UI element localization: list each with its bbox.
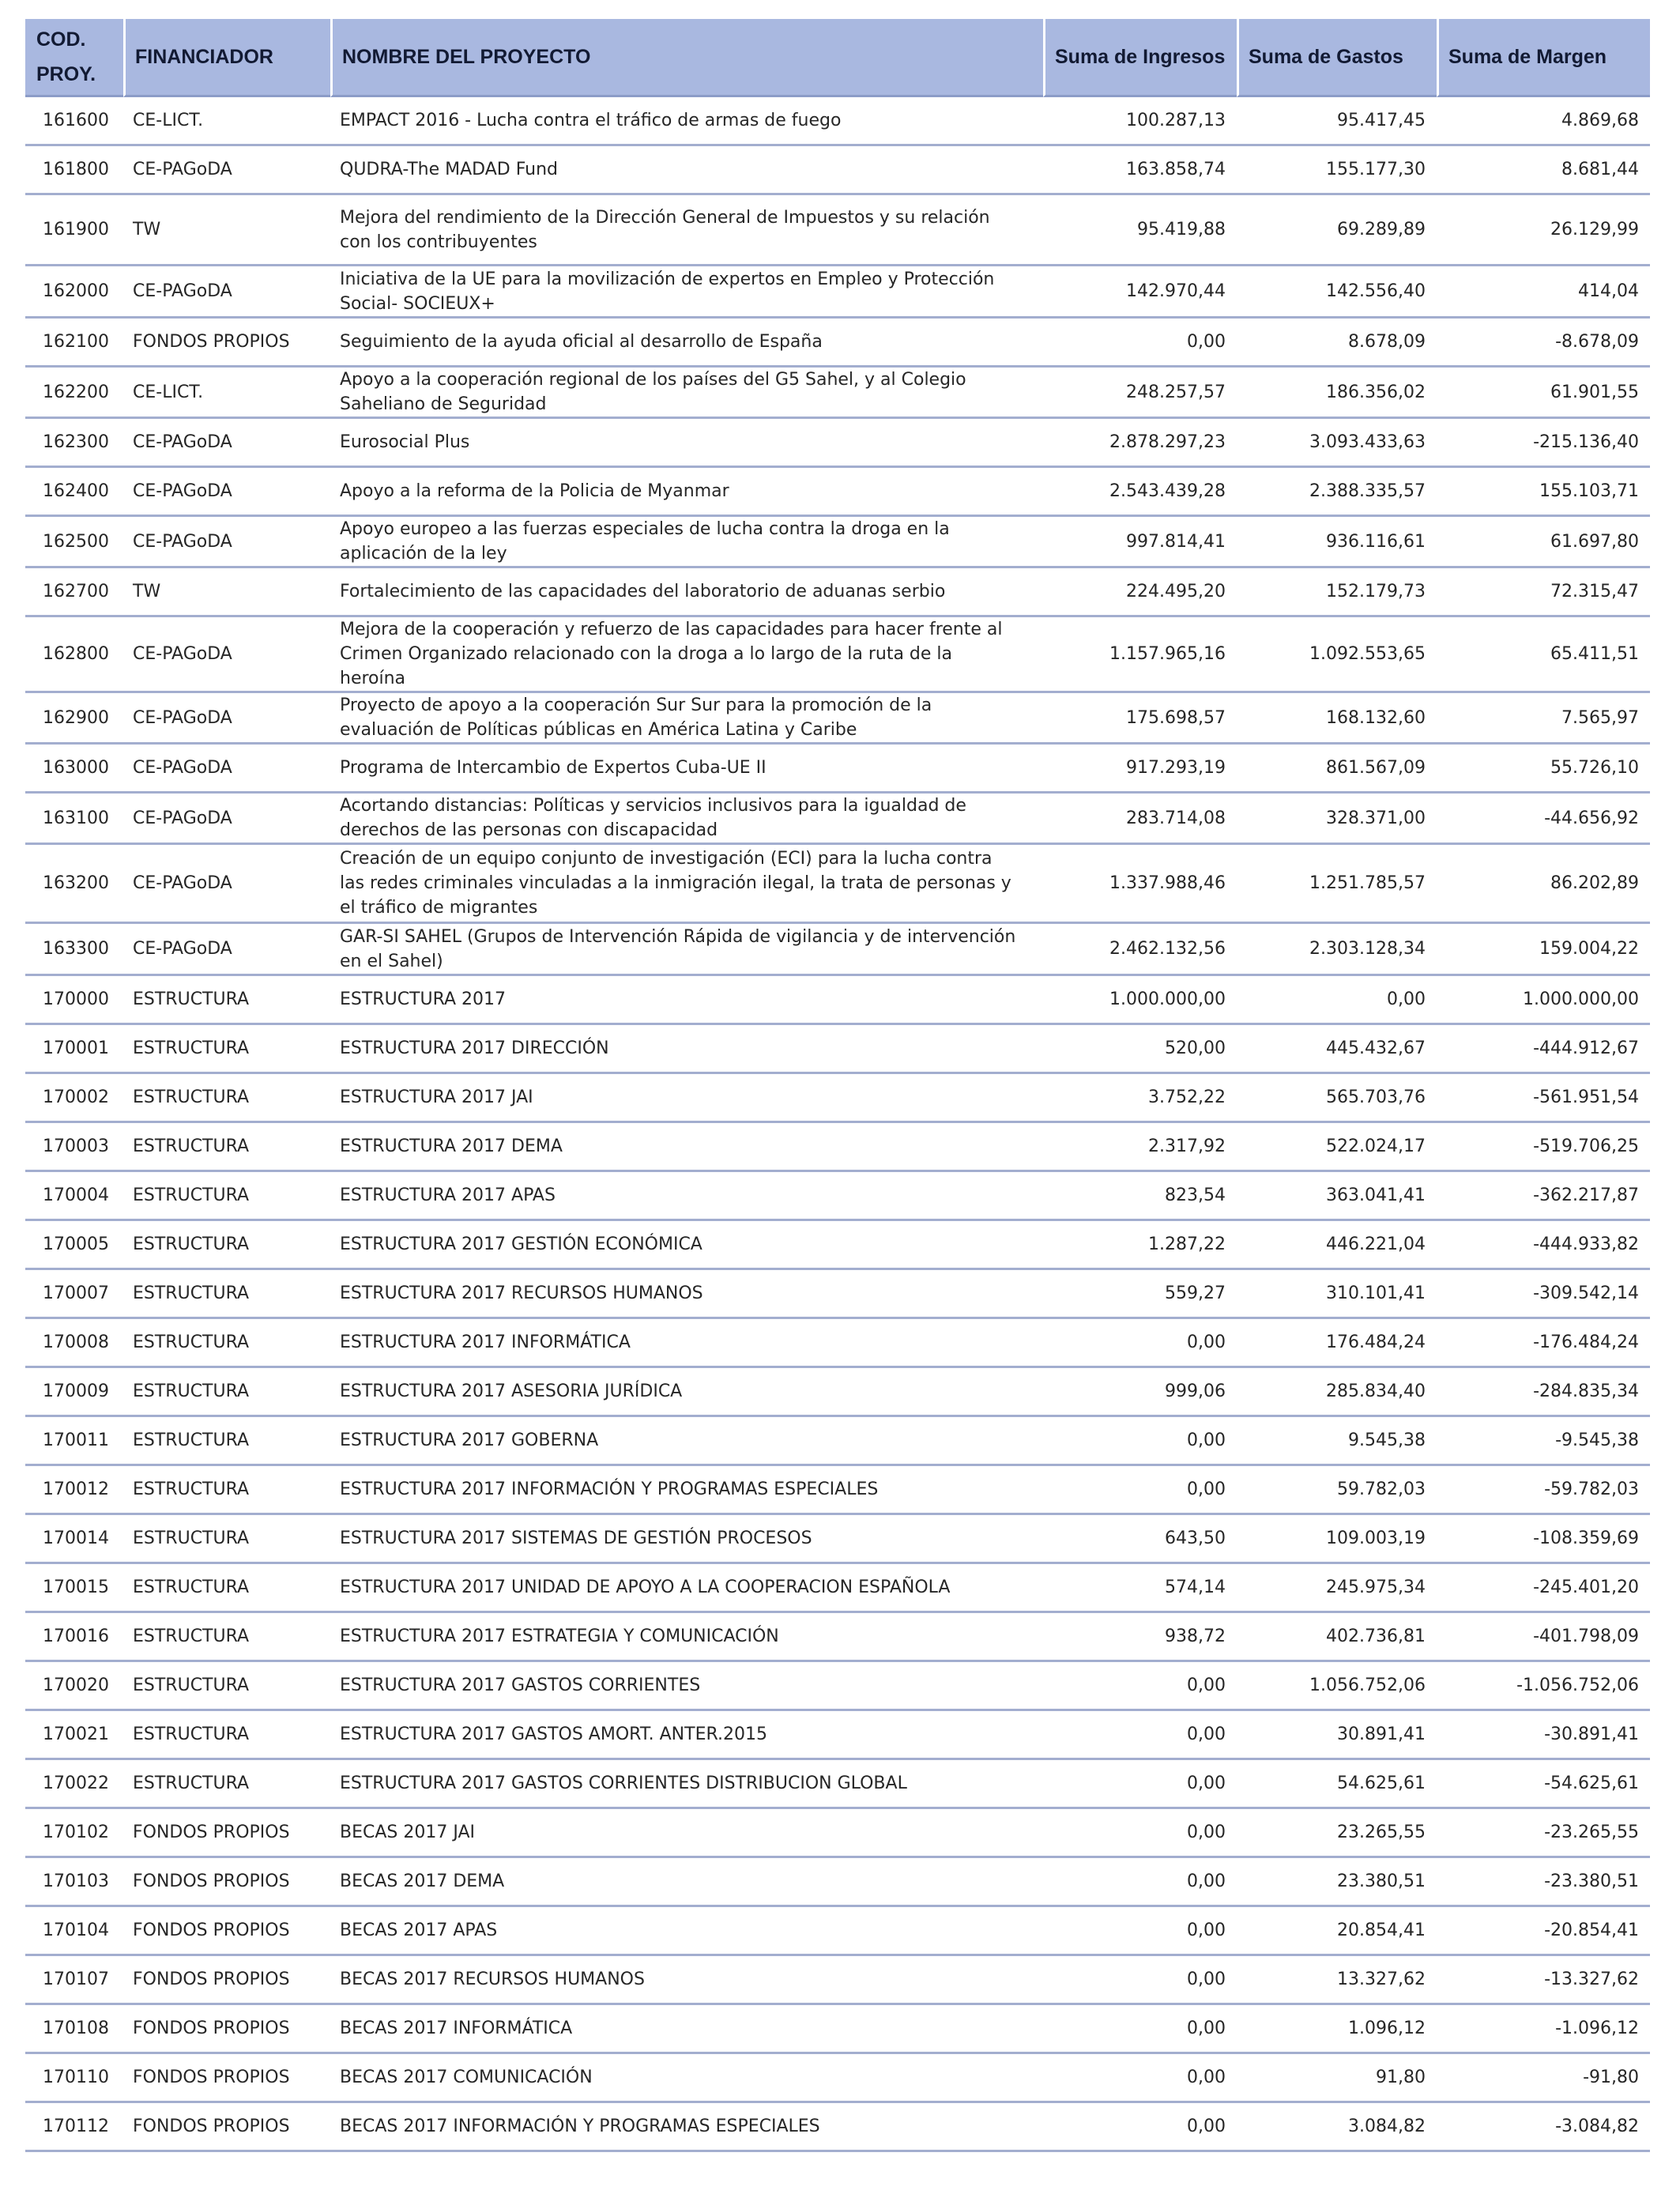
cell-margen: 65.411,51 <box>1437 617 1650 693</box>
cell-margen: -59.782,03 <box>1437 1466 1650 1515</box>
table-row <box>25 845 1650 924</box>
cell-financiador: CE-PAGoDA <box>123 517 330 568</box>
cell-nombre: EMPACT 2016 - Lucha contra el tráfico de armas de fuego <box>330 97 1043 146</box>
cell-margen: -444.912,67 <box>1437 1025 1650 1074</box>
cell-code: 170009 <box>25 1368 123 1417</box>
cell-margen: -176.484,24 <box>1437 1319 1650 1368</box>
table-row <box>25 924 1650 976</box>
cell-gastos: 363.041,41 <box>1237 1172 1437 1221</box>
cell-margen: 72.315,47 <box>1437 568 1650 617</box>
cell-code: 170103 <box>25 1858 123 1907</box>
cell-nombre: ESTRUCTURA 2017 DIRECCIÓN <box>330 1025 1043 1074</box>
table-row <box>25 1515 1650 1564</box>
cell-nombre: ESTRUCTURA 2017 GASTOS AMORT. ANTER.2015 <box>330 1711 1043 1760</box>
cell-gastos: 8.678,09 <box>1237 319 1437 368</box>
cell-nombre: ESTRUCTURA 2017 APAS <box>330 1172 1043 1221</box>
cell-financiador: FONDOS PROPIOS <box>123 1907 330 1956</box>
cell-margen: -30.891,41 <box>1437 1711 1650 1760</box>
cell-financiador: CE-PAGoDA <box>123 146 330 195</box>
table-row <box>25 146 1650 195</box>
cell-margen: -20.854,41 <box>1437 1907 1650 1956</box>
cell-code: 170102 <box>25 1809 123 1858</box>
cell-nombre: BECAS 2017 APAS <box>330 1907 1043 1956</box>
cell-code: 163300 <box>25 924 123 976</box>
cell-financiador: CE-PAGoDA <box>123 794 330 845</box>
cell-gastos: 30.891,41 <box>1237 1711 1437 1760</box>
header-row <box>25 19 1650 97</box>
cell-code: 162500 <box>25 517 123 568</box>
cell-gastos: 522.024,17 <box>1237 1123 1437 1172</box>
cell-margen: -245.401,20 <box>1437 1564 1650 1613</box>
cell-financiador: ESTRUCTURA <box>123 1368 330 1417</box>
cell-ingresos: 163.858,74 <box>1043 146 1237 195</box>
cell-ingresos: 0,00 <box>1043 2005 1237 2054</box>
cell-ingresos: 142.970,44 <box>1043 266 1237 319</box>
cell-ingresos: 2.317,92 <box>1043 1123 1237 1172</box>
cell-ingresos: 0,00 <box>1043 1760 1237 1809</box>
cell-nombre: ESTRUCTURA 2017 RECURSOS HUMANOS <box>330 1270 1043 1319</box>
cell-nombre: Eurosocial Plus <box>330 419 1043 468</box>
cell-code: 161600 <box>25 97 123 146</box>
cell-gastos: 142.556,40 <box>1237 266 1437 319</box>
table-row <box>25 1760 1650 1809</box>
cell-financiador: CE-PAGoDA <box>123 693 330 745</box>
cell-code: 170008 <box>25 1319 123 1368</box>
table-row <box>25 1711 1650 1760</box>
cell-code: 170004 <box>25 1172 123 1221</box>
cell-financiador: FONDOS PROPIOS <box>123 1858 330 1907</box>
cell-financiador: FONDOS PROPIOS <box>123 2103 330 2152</box>
cell-code: 161800 <box>25 146 123 195</box>
cell-financiador: ESTRUCTURA <box>123 1564 330 1613</box>
table-row <box>25 1662 1650 1711</box>
cell-code: 170000 <box>25 976 123 1025</box>
cell-ingresos: 0,00 <box>1043 1662 1237 1711</box>
cell-nombre: Proyecto de apoyo a la cooperación Sur Sur para la promoción de la evaluación de Políticas públicas en América Latina y Caribe <box>330 693 1043 745</box>
cell-nombre: BECAS 2017 INFORMÁTICA <box>330 2005 1043 2054</box>
cell-financiador: FONDOS PROPIOS <box>123 1956 330 2005</box>
cell-margen: 414,04 <box>1437 266 1650 319</box>
cell-code: 170014 <box>25 1515 123 1564</box>
cell-gastos: 54.625,61 <box>1237 1760 1437 1809</box>
cell-gastos: 936.116,61 <box>1237 517 1437 568</box>
table-row <box>25 468 1650 517</box>
report-page <box>25 19 1650 2152</box>
cell-ingresos: 1.157.965,16 <box>1043 617 1237 693</box>
cell-ingresos: 520,00 <box>1043 1025 1237 1074</box>
cell-code: 170110 <box>25 2054 123 2103</box>
cell-code: 163100 <box>25 794 123 845</box>
cell-ingresos: 938,72 <box>1043 1613 1237 1662</box>
cell-financiador: CE-PAGoDA <box>123 745 330 794</box>
cell-ingresos: 3.752,22 <box>1043 1074 1237 1123</box>
cell-nombre: BECAS 2017 INFORMACIÓN Y PROGRAMAS ESPECIALES <box>330 2103 1043 2152</box>
cell-code: 170015 <box>25 1564 123 1613</box>
cell-ingresos: 2.462.132,56 <box>1043 924 1237 976</box>
cell-margen: -23.380,51 <box>1437 1858 1650 1907</box>
cell-ingresos: 1.000.000,00 <box>1043 976 1237 1025</box>
cell-ingresos: 175.698,57 <box>1043 693 1237 745</box>
cell-financiador: FONDOS PROPIOS <box>123 319 330 368</box>
cell-nombre: Acortando distancias: Políticas y servicios inclusivos para la igualdad de derechos de las personas con discapacidad <box>330 794 1043 845</box>
cell-nombre: ESTRUCTURA 2017 JAI <box>330 1074 1043 1123</box>
cell-financiador: ESTRUCTURA <box>123 1515 330 1564</box>
cell-financiador: CE-LICT. <box>123 368 330 419</box>
cell-financiador: FONDOS PROPIOS <box>123 2005 330 2054</box>
table-row <box>25 976 1650 1025</box>
cell-ingresos: 999,06 <box>1043 1368 1237 1417</box>
cell-gastos: 59.782,03 <box>1237 1466 1437 1515</box>
cell-gastos: 152.179,73 <box>1237 568 1437 617</box>
cell-ingresos: 0,00 <box>1043 2054 1237 2103</box>
cell-gastos: 91,80 <box>1237 2054 1437 2103</box>
cell-nombre: ESTRUCTURA 2017 DEMA <box>330 1123 1043 1172</box>
table-row <box>25 1319 1650 1368</box>
cell-nombre: Iniciativa de la UE para la movilización de expertos en Empleo y Protección Social- SOCIEUX+ <box>330 266 1043 319</box>
cell-gastos: 176.484,24 <box>1237 1319 1437 1368</box>
table-row <box>25 1907 1650 1956</box>
table-row <box>25 1172 1650 1221</box>
cell-gastos: 3.093.433,63 <box>1237 419 1437 468</box>
cell-financiador: CE-LICT. <box>123 97 330 146</box>
cell-gastos: 23.380,51 <box>1237 1858 1437 1907</box>
cell-gastos: 20.854,41 <box>1237 1907 1437 1956</box>
cell-gastos: 168.132,60 <box>1237 693 1437 745</box>
cell-gastos: 1.096,12 <box>1237 2005 1437 2054</box>
cell-nombre: BECAS 2017 JAI <box>330 1809 1043 1858</box>
cell-financiador: CE-PAGoDA <box>123 924 330 976</box>
cell-margen: -9.545,38 <box>1437 1417 1650 1466</box>
cell-code: 161900 <box>25 195 123 266</box>
cell-financiador: CE-PAGoDA <box>123 468 330 517</box>
table-row <box>25 319 1650 368</box>
cell-margen: 8.681,44 <box>1437 146 1650 195</box>
cell-nombre: BECAS 2017 DEMA <box>330 1858 1043 1907</box>
cell-ingresos: 0,00 <box>1043 1956 1237 2005</box>
cell-financiador: ESTRUCTURA <box>123 1123 330 1172</box>
cell-ingresos: 643,50 <box>1043 1515 1237 1564</box>
table-row <box>25 2103 1650 2152</box>
cell-margen: -519.706,25 <box>1437 1123 1650 1172</box>
header-nombre: NOMBRE DEL PROYECTO <box>330 19 1043 97</box>
cell-code: 170007 <box>25 1270 123 1319</box>
cell-code: 162400 <box>25 468 123 517</box>
cell-financiador: CE-PAGoDA <box>123 419 330 468</box>
cell-code: 170005 <box>25 1221 123 1270</box>
cell-financiador: ESTRUCTURA <box>123 1074 330 1123</box>
cell-ingresos: 248.257,57 <box>1043 368 1237 419</box>
cell-gastos: 445.432,67 <box>1237 1025 1437 1074</box>
cell-code: 170003 <box>25 1123 123 1172</box>
table-row <box>25 1613 1650 1662</box>
cell-ingresos: 0,00 <box>1043 1466 1237 1515</box>
cell-ingresos: 823,54 <box>1043 1172 1237 1221</box>
cell-gastos: 2.388.335,57 <box>1237 468 1437 517</box>
cell-financiador: ESTRUCTURA <box>123 1760 330 1809</box>
cell-nombre: Apoyo europeo a las fuerzas especiales de lucha contra la droga en la aplicación de la ley <box>330 517 1043 568</box>
header-gastos: Suma de Gastos <box>1237 19 1437 97</box>
cell-margen: 4.869,68 <box>1437 97 1650 146</box>
cell-ingresos: 1.287,22 <box>1043 1221 1237 1270</box>
table-row <box>25 693 1650 745</box>
table-row <box>25 1123 1650 1172</box>
table-row <box>25 1956 1650 2005</box>
cell-code: 162800 <box>25 617 123 693</box>
cell-gastos: 328.371,00 <box>1237 794 1437 845</box>
cell-margen: -108.359,69 <box>1437 1515 1650 1564</box>
cell-financiador: CE-PAGoDA <box>123 617 330 693</box>
cell-financiador: ESTRUCTURA <box>123 1662 330 1711</box>
cell-nombre: BECAS 2017 RECURSOS HUMANOS <box>330 1956 1043 2005</box>
cell-gastos: 3.084,82 <box>1237 2103 1437 2152</box>
cell-code: 163000 <box>25 745 123 794</box>
cell-nombre: Seguimiento de la ayuda oficial al desarrollo de España <box>330 319 1043 368</box>
table-row <box>25 97 1650 146</box>
cell-gastos: 95.417,45 <box>1237 97 1437 146</box>
cell-code: 162100 <box>25 319 123 368</box>
cell-code: 162300 <box>25 419 123 468</box>
cell-nombre: ESTRUCTURA 2017 ESTRATEGIA Y COMUNICACIÓN <box>330 1613 1043 1662</box>
cell-margen: -362.217,87 <box>1437 1172 1650 1221</box>
cell-gastos: 1.056.752,06 <box>1237 1662 1437 1711</box>
cell-margen: 61.901,55 <box>1437 368 1650 419</box>
cell-financiador: CE-PAGoDA <box>123 845 330 924</box>
cell-gastos: 13.327,62 <box>1237 1956 1437 2005</box>
cell-gastos: 245.975,34 <box>1237 1564 1437 1613</box>
cell-financiador: ESTRUCTURA <box>123 1417 330 1466</box>
table-row <box>25 1809 1650 1858</box>
cell-ingresos: 0,00 <box>1043 319 1237 368</box>
cell-code: 170011 <box>25 1417 123 1466</box>
cell-ingresos: 283.714,08 <box>1043 794 1237 845</box>
cell-gastos: 285.834,40 <box>1237 1368 1437 1417</box>
table-row <box>25 2005 1650 2054</box>
cell-gastos: 69.289,89 <box>1237 195 1437 266</box>
table-row <box>25 1025 1650 1074</box>
cell-code: 162700 <box>25 568 123 617</box>
header-code: COD. PROY. <box>25 19 123 97</box>
table-header <box>25 19 1650 97</box>
cell-nombre: Mejora de la cooperación y refuerzo de las capacidades para hacer frente al Crimen Organizado relacionado con la droga a lo largo de la ruta de la heroína <box>330 617 1043 693</box>
cell-code: 170104 <box>25 1907 123 1956</box>
cell-nombre: ESTRUCTURA 2017 <box>330 976 1043 1025</box>
cell-gastos: 1.092.553,65 <box>1237 617 1437 693</box>
cell-gastos: 0,00 <box>1237 976 1437 1025</box>
cell-ingresos: 0,00 <box>1043 1858 1237 1907</box>
cell-gastos: 9.545,38 <box>1237 1417 1437 1466</box>
header-ingresos: Suma de Ingresos <box>1043 19 1237 97</box>
cell-code: 170016 <box>25 1613 123 1662</box>
cell-gastos: 446.221,04 <box>1237 1221 1437 1270</box>
table-row <box>25 745 1650 794</box>
cell-code: 163200 <box>25 845 123 924</box>
cell-financiador: FONDOS PROPIOS <box>123 1809 330 1858</box>
cell-margen: -561.951,54 <box>1437 1074 1650 1123</box>
cell-nombre: ESTRUCTURA 2017 GOBERNA <box>330 1417 1043 1466</box>
cell-ingresos: 917.293,19 <box>1043 745 1237 794</box>
cell-financiador: TW <box>123 195 330 266</box>
cell-gastos: 23.265,55 <box>1237 1809 1437 1858</box>
table-row <box>25 617 1650 693</box>
table-row <box>25 1564 1650 1613</box>
cell-gastos: 109.003,19 <box>1237 1515 1437 1564</box>
cell-margen: -44.656,92 <box>1437 794 1650 845</box>
cell-nombre: Apoyo a la reforma de la Policia de Myanmar <box>330 468 1043 517</box>
cell-gastos: 2.303.128,34 <box>1237 924 1437 976</box>
cell-gastos: 310.101,41 <box>1237 1270 1437 1319</box>
cell-nombre: ESTRUCTURA 2017 GASTOS CORRIENTES <box>330 1662 1043 1711</box>
cell-margen: -215.136,40 <box>1437 419 1650 468</box>
cell-ingresos: 997.814,41 <box>1043 517 1237 568</box>
cell-code: 170022 <box>25 1760 123 1809</box>
cell-code: 170020 <box>25 1662 123 1711</box>
cell-ingresos: 559,27 <box>1043 1270 1237 1319</box>
cell-financiador: ESTRUCTURA <box>123 1172 330 1221</box>
cell-code: 170107 <box>25 1956 123 2005</box>
table-row <box>25 266 1650 319</box>
cell-ingresos: 0,00 <box>1043 2103 1237 2152</box>
cell-nombre: Apoyo a la cooperación regional de los países del G5 Sahel, y al Colegio Saheliano de Seguridad <box>330 368 1043 419</box>
cell-nombre: ESTRUCTURA 2017 INFORMACIÓN Y PROGRAMAS ESPECIALES <box>330 1466 1043 1515</box>
cell-code: 170002 <box>25 1074 123 1123</box>
cell-margen: 86.202,89 <box>1437 845 1650 924</box>
table-row <box>25 1466 1650 1515</box>
cell-gastos: 861.567,09 <box>1237 745 1437 794</box>
cell-margen: 55.726,10 <box>1437 745 1650 794</box>
cell-margen: -8.678,09 <box>1437 319 1650 368</box>
cell-gastos: 565.703,76 <box>1237 1074 1437 1123</box>
cell-margen: -444.933,82 <box>1437 1221 1650 1270</box>
cell-margen: -1.096,12 <box>1437 2005 1650 2054</box>
cell-ingresos: 224.495,20 <box>1043 568 1237 617</box>
cell-financiador: CE-PAGoDA <box>123 266 330 319</box>
cell-nombre: ESTRUCTURA 2017 GASTOS CORRIENTES DISTRIBUCION GLOBAL <box>330 1760 1043 1809</box>
cell-financiador: TW <box>123 568 330 617</box>
cell-ingresos: 95.419,88 <box>1043 195 1237 266</box>
cell-nombre: ESTRUCTURA 2017 INFORMÁTICA <box>330 1319 1043 1368</box>
table-body <box>25 97 1650 2152</box>
cell-margen: -1.056.752,06 <box>1437 1662 1650 1711</box>
table-row <box>25 195 1650 266</box>
cell-code: 162900 <box>25 693 123 745</box>
cell-financiador: ESTRUCTURA <box>123 1270 330 1319</box>
cell-margen: -3.084,82 <box>1437 2103 1650 2152</box>
cell-nombre: ESTRUCTURA 2017 SISTEMAS DE GESTIÓN PROCESOS <box>330 1515 1043 1564</box>
cell-ingresos: 0,00 <box>1043 1711 1237 1760</box>
cell-code: 170012 <box>25 1466 123 1515</box>
cell-nombre: Creación de un equipo conjunto de investigación (ECI) para la lucha contra las redes criminales vinculadas a la inmigración ilegal, la trata de personas y el tráfico de migrantes <box>330 845 1043 924</box>
table-row <box>25 1368 1650 1417</box>
cell-margen: -91,80 <box>1437 2054 1650 2103</box>
cell-ingresos: 0,00 <box>1043 1417 1237 1466</box>
cell-ingresos: 100.287,13 <box>1043 97 1237 146</box>
cell-margen: -401.798,09 <box>1437 1613 1650 1662</box>
cell-financiador: ESTRUCTURA <box>123 976 330 1025</box>
cell-financiador: ESTRUCTURA <box>123 1613 330 1662</box>
cell-ingresos: 0,00 <box>1043 1319 1237 1368</box>
cell-gastos: 1.251.785,57 <box>1237 845 1437 924</box>
cell-gastos: 402.736,81 <box>1237 1613 1437 1662</box>
table-row <box>25 1074 1650 1123</box>
cell-margen: 61.697,80 <box>1437 517 1650 568</box>
cell-margen: -54.625,61 <box>1437 1760 1650 1809</box>
cell-ingresos: 1.337.988,46 <box>1043 845 1237 924</box>
cell-gastos: 186.356,02 <box>1237 368 1437 419</box>
cell-financiador: ESTRUCTURA <box>123 1221 330 1270</box>
cell-code: 170001 <box>25 1025 123 1074</box>
table-row <box>25 1417 1650 1466</box>
cell-margen: 1.000.000,00 <box>1437 976 1650 1025</box>
cell-financiador: ESTRUCTURA <box>123 1025 330 1074</box>
cell-margen: 155.103,71 <box>1437 468 1650 517</box>
cell-margen: -23.265,55 <box>1437 1809 1650 1858</box>
cell-nombre: Programa de Intercambio de Expertos Cuba-UE II <box>330 745 1043 794</box>
cell-financiador: ESTRUCTURA <box>123 1711 330 1760</box>
cell-margen: -284.835,34 <box>1437 1368 1650 1417</box>
cell-nombre: ESTRUCTURA 2017 GESTIÓN ECONÓMICA <box>330 1221 1043 1270</box>
cell-financiador: FONDOS PROPIOS <box>123 2054 330 2103</box>
header-financiador: FINANCIADOR <box>123 19 330 97</box>
cell-nombre: GAR-SI SAHEL (Grupos de Intervención Rápida de vigilancia y de intervención en el Sahel) <box>330 924 1043 976</box>
cell-margen: 159.004,22 <box>1437 924 1650 976</box>
cell-margen: -13.327,62 <box>1437 1956 1650 2005</box>
table-row <box>25 1221 1650 1270</box>
cell-margen: -309.542,14 <box>1437 1270 1650 1319</box>
cell-ingresos: 0,00 <box>1043 1907 1237 1956</box>
cell-gastos: 155.177,30 <box>1237 146 1437 195</box>
cell-code: 170112 <box>25 2103 123 2152</box>
cell-code: 170021 <box>25 1711 123 1760</box>
cell-ingresos: 2.878.297,23 <box>1043 419 1237 468</box>
cell-financiador: ESTRUCTURA <box>123 1466 330 1515</box>
projects-table <box>25 19 1650 2152</box>
table-row <box>25 419 1650 468</box>
cell-margen: 26.129,99 <box>1437 195 1650 266</box>
cell-ingresos: 574,14 <box>1043 1564 1237 1613</box>
table-row <box>25 368 1650 419</box>
cell-nombre: Fortalecimiento de las capacidades del laboratorio de aduanas serbio <box>330 568 1043 617</box>
cell-ingresos: 2.543.439,28 <box>1043 468 1237 517</box>
table-row <box>25 517 1650 568</box>
table-row <box>25 568 1650 617</box>
cell-code: 162000 <box>25 266 123 319</box>
cell-financiador: ESTRUCTURA <box>123 1319 330 1368</box>
table-row <box>25 1270 1650 1319</box>
cell-code: 170108 <box>25 2005 123 2054</box>
cell-nombre: Mejora del rendimiento de la Dirección General de Impuestos y su relación con los contribuyentes <box>330 195 1043 266</box>
cell-code: 162200 <box>25 368 123 419</box>
table-row <box>25 794 1650 845</box>
cell-nombre: QUDRA-The MADAD Fund <box>330 146 1043 195</box>
cell-nombre: ESTRUCTURA 2017 ASESORIA JURÍDICA <box>330 1368 1043 1417</box>
cell-ingresos: 0,00 <box>1043 1809 1237 1858</box>
cell-margen: 7.565,97 <box>1437 693 1650 745</box>
table-row <box>25 1858 1650 1907</box>
cell-nombre: BECAS 2017 COMUNICACIÓN <box>330 2054 1043 2103</box>
cell-nombre: ESTRUCTURA 2017 UNIDAD DE APOYO A LA COOPERACION ESPAÑOLA <box>330 1564 1043 1613</box>
table-row <box>25 2054 1650 2103</box>
header-margen: Suma de Margen <box>1437 19 1650 97</box>
